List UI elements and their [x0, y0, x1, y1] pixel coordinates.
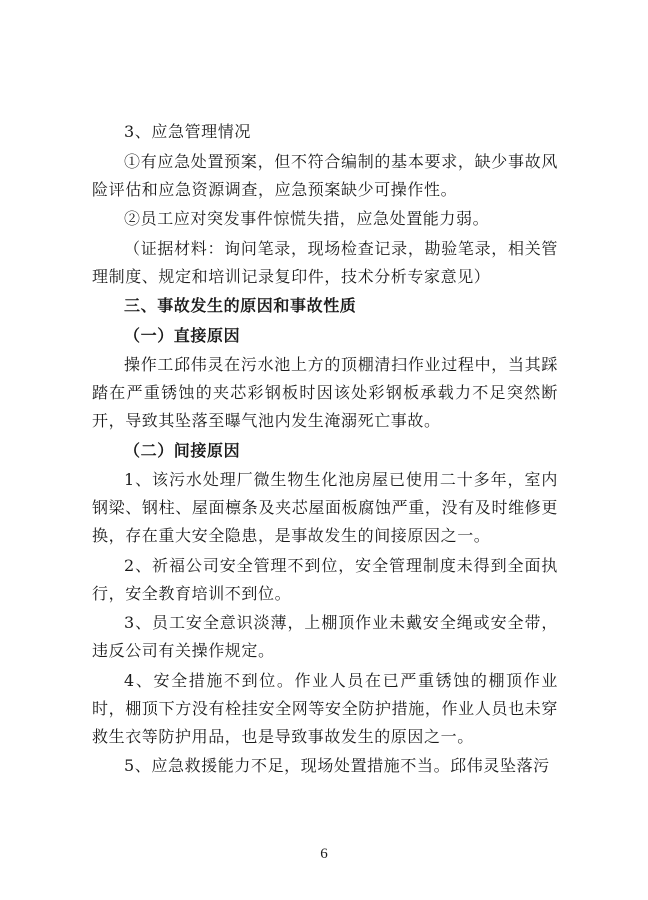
paragraph-indirect-cause-1: 1、该污水处理厂微生物生化池房屋已使用二十多年，室内钢梁、钢柱、屋面檩条及夹芯屋面板腐蚀严重，没有及时维修更换，存在重大安全隐患，是事故发生的间接原因之一。 [92, 470, 558, 545]
paragraph-indirect-cause-5: 5、应急救援能力不足，现场处置措施不当。邱伟灵坠落污 [124, 756, 550, 775]
paragraph-direct-cause: 操作工邱伟灵在污水池上方的顶棚清扫作业过程中，当其踩踏在严重锈蚀的夹芯彩钢板时因该处彩钢板承载力不足突然断开，导致其坠落至曝气池内发生淹溺死亡事故。 [92, 355, 558, 430]
paragraph-emergency-management-title: 3、应急管理情况 [124, 122, 251, 141]
paragraph-indirect-cause-3: 3、员工安全意识淡薄，上棚顶作业未戴安全绳或安全带，违反公司有关操作规定。 [92, 613, 558, 660]
paragraph-indirect-cause-2: 2、祈福公司安全管理不到位，安全管理制度未得到全面执行，安全教育培训不到位。 [92, 555, 558, 603]
subheading-indirect-cause: （二）间接原因 [124, 440, 241, 460]
paragraph-evidence-materials: （证据材料：询问笔录，现场检查记录，勘验笔录，相关管理制度、规定和培训记录复印件，技术分析专家意见） [92, 238, 558, 286]
paragraph-indirect-cause-4: 4、安全措施不到位。作业人员在已严重锈蚀的棚顶作业时，棚顶下方没有栓挂安全网等安全防护措施，作业人员也未穿救生衣等防护用品，也是导致事故发生的原因之一。 [92, 670, 558, 746]
page-number: 6 [320, 846, 328, 862]
paragraph-emergency-plan: ①有应急处置预案，但不符合编制的基本要求，缺少事故风险评估和应急资源调查，应急预案缺少可操作性。 [92, 151, 558, 199]
section-heading-causes: 三、事故发生的原因和事故性质 [124, 296, 357, 315]
paragraph-staff-response: ②员工应对突发事件惊慌失措，应急处置能力弱。 [124, 209, 490, 228]
subheading-direct-cause: （一）直接原因 [124, 325, 241, 345]
document-body [92, 118, 558, 782]
